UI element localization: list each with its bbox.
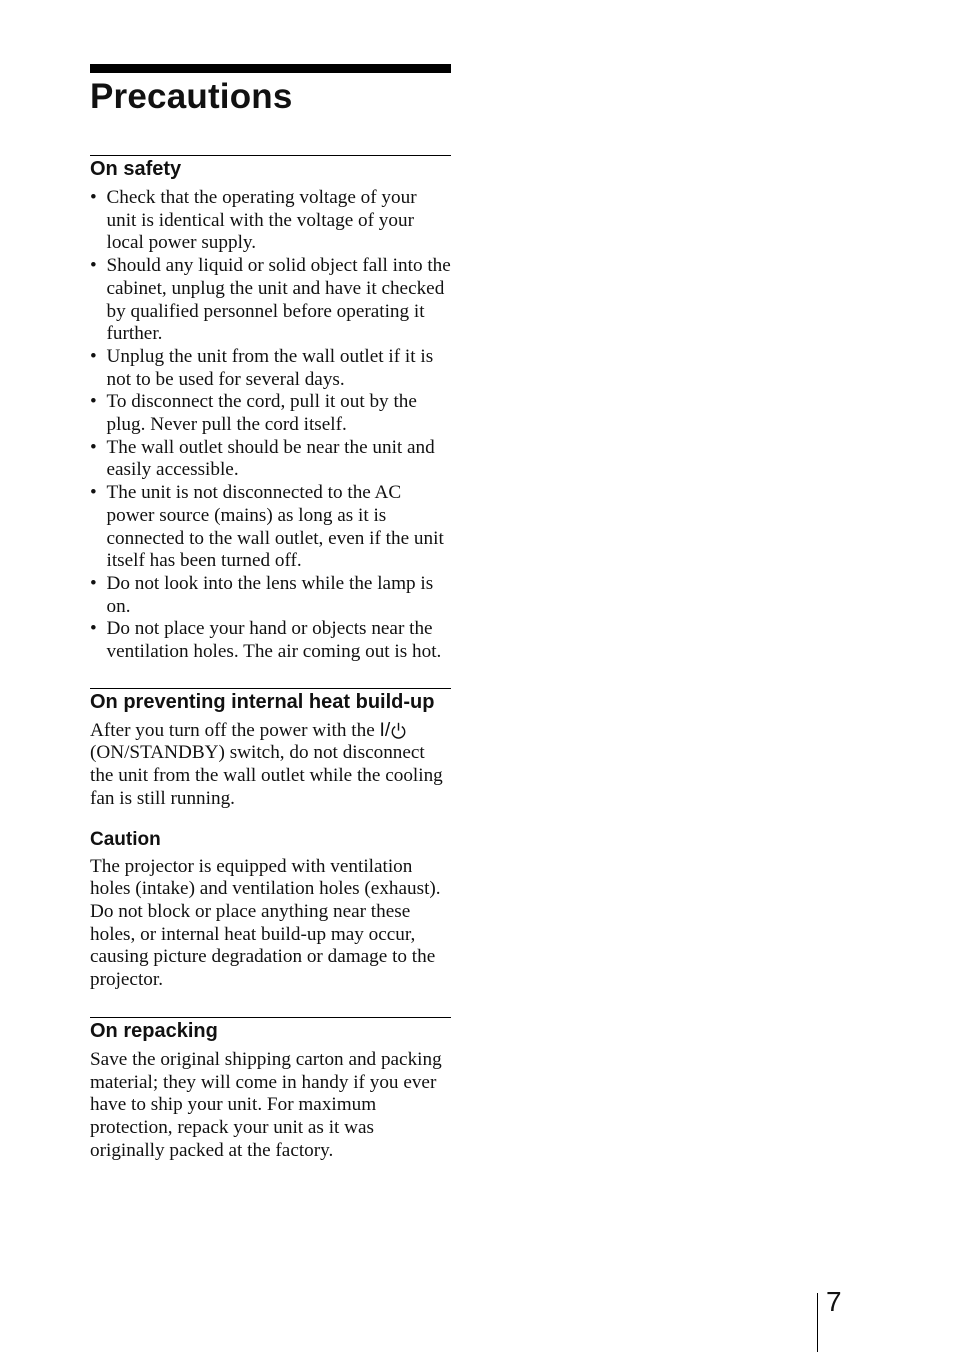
power-switch-symbol: [380, 720, 408, 743]
section-on-repacking: [90, 1017, 451, 1163]
title-rule: [90, 64, 451, 73]
section-heading-safety: On safety: [90, 158, 182, 180]
heat-text-after: (ON/STANDBY) switch, do not disconnect the unit from the wall outlet while the cooling fan is still running.: [90, 742, 443, 809]
list-item: • The unit is not disconnected to the AC power source (mains) as long as it is connected to the wall outlet, even if the unit itself has been turned off.: [90, 482, 451, 573]
caution-heading: Caution: [90, 828, 161, 850]
heat-text-before: After you turn off the power with the: [90, 719, 380, 741]
repacking-paragraph: Save the original shipping carton and packing material; they will come in handy if you ever have to ship your unit. For maximum protection, repack your unit as it was originally packed at the factory.: [90, 1048, 442, 1161]
power-standby-icon: [390, 722, 407, 740]
caution-paragraph: The projector is equipped with ventilation holes (intake) and ventilation holes (exhaust). Do not block or place anything near these holes, or internal heat build-up may occur, causing picture degradation or damage to the projector.: [90, 855, 441, 991]
list-item: • Unplug the unit from the wall outlet if it is not to be used for several days.: [90, 346, 451, 391]
page-number: 7: [826, 1286, 842, 1317]
list-item: • To disconnect the cord, pull it out by the plug. Never pull the cord itself.: [90, 391, 451, 436]
list-item: • The wall outlet should be near the unit and easily accessible.: [90, 437, 451, 482]
page-title: Precautions: [90, 77, 293, 116]
content-column: [90, 64, 451, 1162]
power-symbol-label: I/: [379, 719, 391, 741]
section-heat-buildup: [90, 688, 451, 992]
safety-list: [90, 187, 451, 664]
list-item: • Check that the operating voltage of your unit is identical with the voltage of your local power supply.: [90, 187, 451, 255]
heat-paragraph: [90, 720, 451, 811]
section-heading-heat: On preventing internal heat build-up: [90, 690, 435, 713]
section-on-safety: [90, 155, 451, 664]
list-item: • Do not place your hand or objects near the ventilation holes. The air coming out is hot.: [90, 618, 451, 663]
section-heading-repacking: On repacking: [90, 1019, 218, 1042]
page-number-rule: [817, 1293, 818, 1352]
list-item: • Should any liquid or solid object fall into the cabinet, unplug the unit and have it checked by qualified personnel before operating it further.: [90, 255, 451, 346]
list-item: • Do not look into the lens while the lamp is on.: [90, 573, 451, 618]
